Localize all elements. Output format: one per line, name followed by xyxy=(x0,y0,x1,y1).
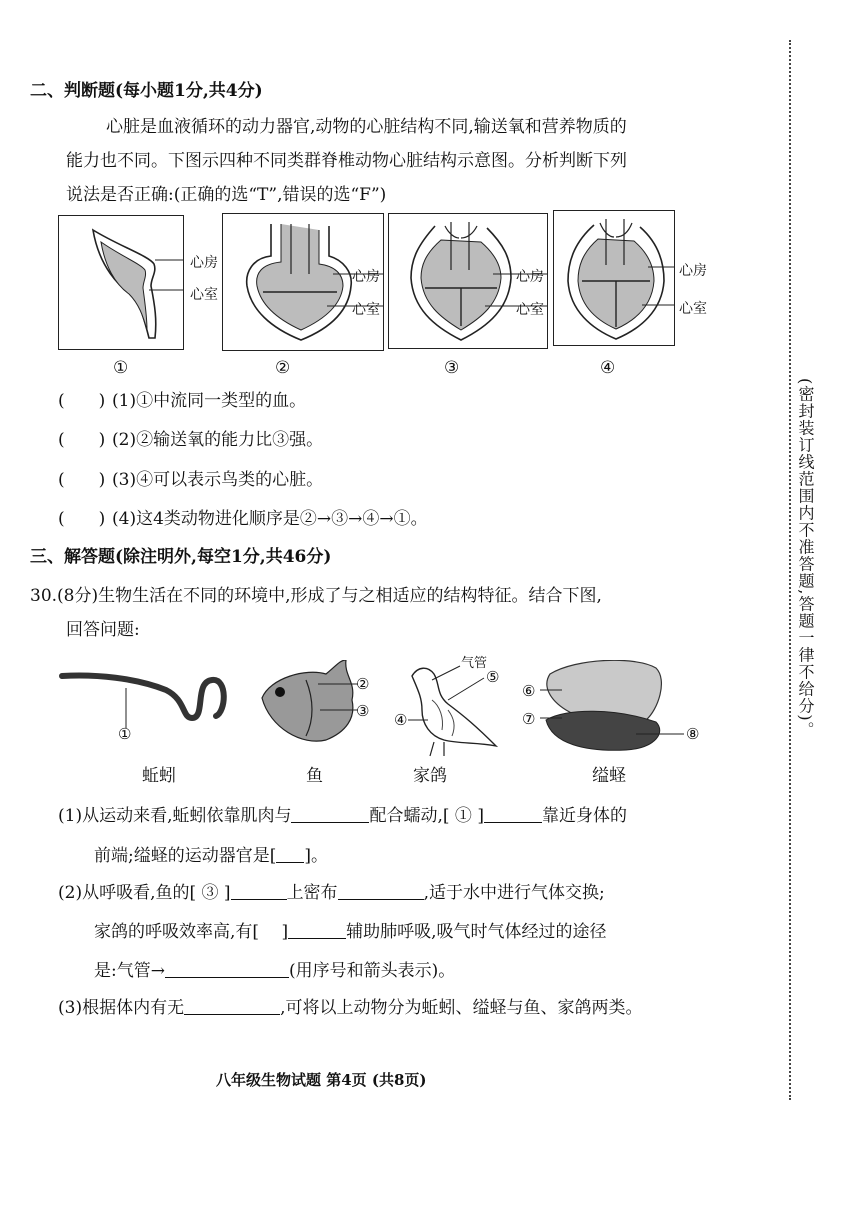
fish-label-3: ③ xyxy=(356,702,370,720)
tf-question-2: (2)②输送氧的能力比③强。 xyxy=(112,430,324,450)
clam-label-7: ⑦ xyxy=(522,710,536,728)
earthworm-label-1: ① xyxy=(118,725,132,743)
section3-heading: 三、解答题(除注明外,每空1分,共46分) xyxy=(30,547,332,567)
tf-question-4: (4)这4类动物进化顺序是②→③→④→①。 xyxy=(112,509,428,529)
pigeon-image xyxy=(408,666,496,756)
answer-blank-3[interactable] xyxy=(276,846,304,863)
q30-part1-line2: 前端;缢蛏的运动器官是[ ]。 xyxy=(94,846,329,866)
fig1-atrium-label: 心房 xyxy=(190,255,218,271)
fig1-number: ① xyxy=(113,358,129,378)
fig2-ventricle-label: 心室 xyxy=(352,302,380,318)
tf-question-1: (1)①中流同一类型的血。 xyxy=(112,391,307,411)
pigeon-label-trachea: 气管 xyxy=(461,656,488,671)
tf-question-3: (3)④可以表示鸟类的心脏。 xyxy=(112,470,324,490)
fig3-ventricle-label: 心室 xyxy=(516,302,544,318)
heart-figure-1 xyxy=(58,215,184,350)
q30-part2-line1: (2)从呼吸看,鱼的[ ③ ] 上密布 ,适于水中进行气体交换; xyxy=(58,883,605,903)
answer-blank-8[interactable] xyxy=(184,998,280,1015)
animals-illustration xyxy=(56,660,726,760)
fig2-number: ② xyxy=(275,358,291,378)
fig3-atrium-label: 心房 xyxy=(516,269,544,285)
heart-diagram-1 xyxy=(59,216,183,349)
q30-part2-line2: 家鸽的呼吸效率高,有[ ] 辅助肺呼吸,吸气时气体经过的途径 xyxy=(94,922,607,942)
question30-line2: 回答问题: xyxy=(66,620,140,640)
animal-name-fish: 鱼 xyxy=(306,766,323,786)
binding-margin-note: (密封装订线范围内不准答题,答题一律不给分)。 xyxy=(796,378,815,739)
answer-blank-1[interactable] xyxy=(291,806,369,823)
section2-intro-line1: 心脏是血液循环的动力器官,动物的心脏结构不同,输送氧和营养物质的 xyxy=(106,117,627,137)
heart-figure-4 xyxy=(553,210,675,346)
fig2-atrium-label: 心房 xyxy=(352,269,380,285)
clam-label-8: ⑧ xyxy=(686,725,700,743)
clam-label-6: ⑥ xyxy=(522,682,536,700)
answer-blank-4[interactable] xyxy=(231,883,287,900)
fig4-number: ④ xyxy=(600,358,616,378)
animal-name-razor-clam: 缢蛏 xyxy=(592,766,626,786)
fish-image xyxy=(262,660,358,741)
answer-blank-6[interactable] xyxy=(288,922,346,939)
heart-diagram-4 xyxy=(554,211,674,345)
tf-answer-blank-1[interactable]: ( ) xyxy=(58,391,106,411)
fish-label-2: ② xyxy=(356,675,370,693)
tf-answer-blank-4[interactable]: ( ) xyxy=(58,509,106,529)
answer-blank-5[interactable] xyxy=(338,883,424,900)
fig3-number: ③ xyxy=(444,358,460,378)
animal-name-earthworm: 蚯蚓 xyxy=(142,766,176,786)
fig4-ventricle-label: 心室 xyxy=(679,301,707,317)
answer-blank-2[interactable] xyxy=(484,806,542,823)
q30-part1-line1: (1)从运动来看,蚯蚓依靠肌肉与 配合蠕动,[ ① ] 靠近身体的 xyxy=(58,806,627,826)
razor-clam-image xyxy=(540,660,684,750)
tf-answer-blank-2[interactable]: ( ) xyxy=(58,430,106,450)
binding-dotted-line xyxy=(789,40,791,1100)
q30-part2-line3: 是:气管→ (用序号和箭头表示)。 xyxy=(94,961,456,981)
q30-part3: (3)根据体内有无 ,可将以上动物分为蚯蚓、缢蛏与鱼、家鸽两类。 xyxy=(58,998,643,1018)
pigeon-label-5: ⑤ xyxy=(486,668,500,686)
animal-name-pigeon: 家鸽 xyxy=(413,766,447,786)
section2-heading: 二、判断题(每小题1分,共4分) xyxy=(30,81,263,101)
pigeon-label-4: ④ xyxy=(394,711,408,729)
tf-answer-blank-3[interactable]: ( ) xyxy=(58,470,106,490)
question30-line1: 30.(8分)生物生活在不同的环境中,形成了与之相适应的结构特征。结合下图, xyxy=(30,586,602,606)
page-footer: 八年级生物试题 第4页 (共8页) xyxy=(216,1071,427,1089)
fig1-ventricle-label: 心室 xyxy=(190,287,218,303)
section2-intro-line2: 能力也不同。下图示四种不同类群脊椎动物心脏结构示意图。分析判断下列 xyxy=(66,151,627,171)
earthworm-image xyxy=(62,676,224,718)
fig4-atrium-label: 心房 xyxy=(679,263,707,279)
section2-intro-line3: 说法是否正确:(正确的选“T”,错误的选“F”) xyxy=(66,185,387,205)
answer-blank-7[interactable] xyxy=(165,961,289,978)
